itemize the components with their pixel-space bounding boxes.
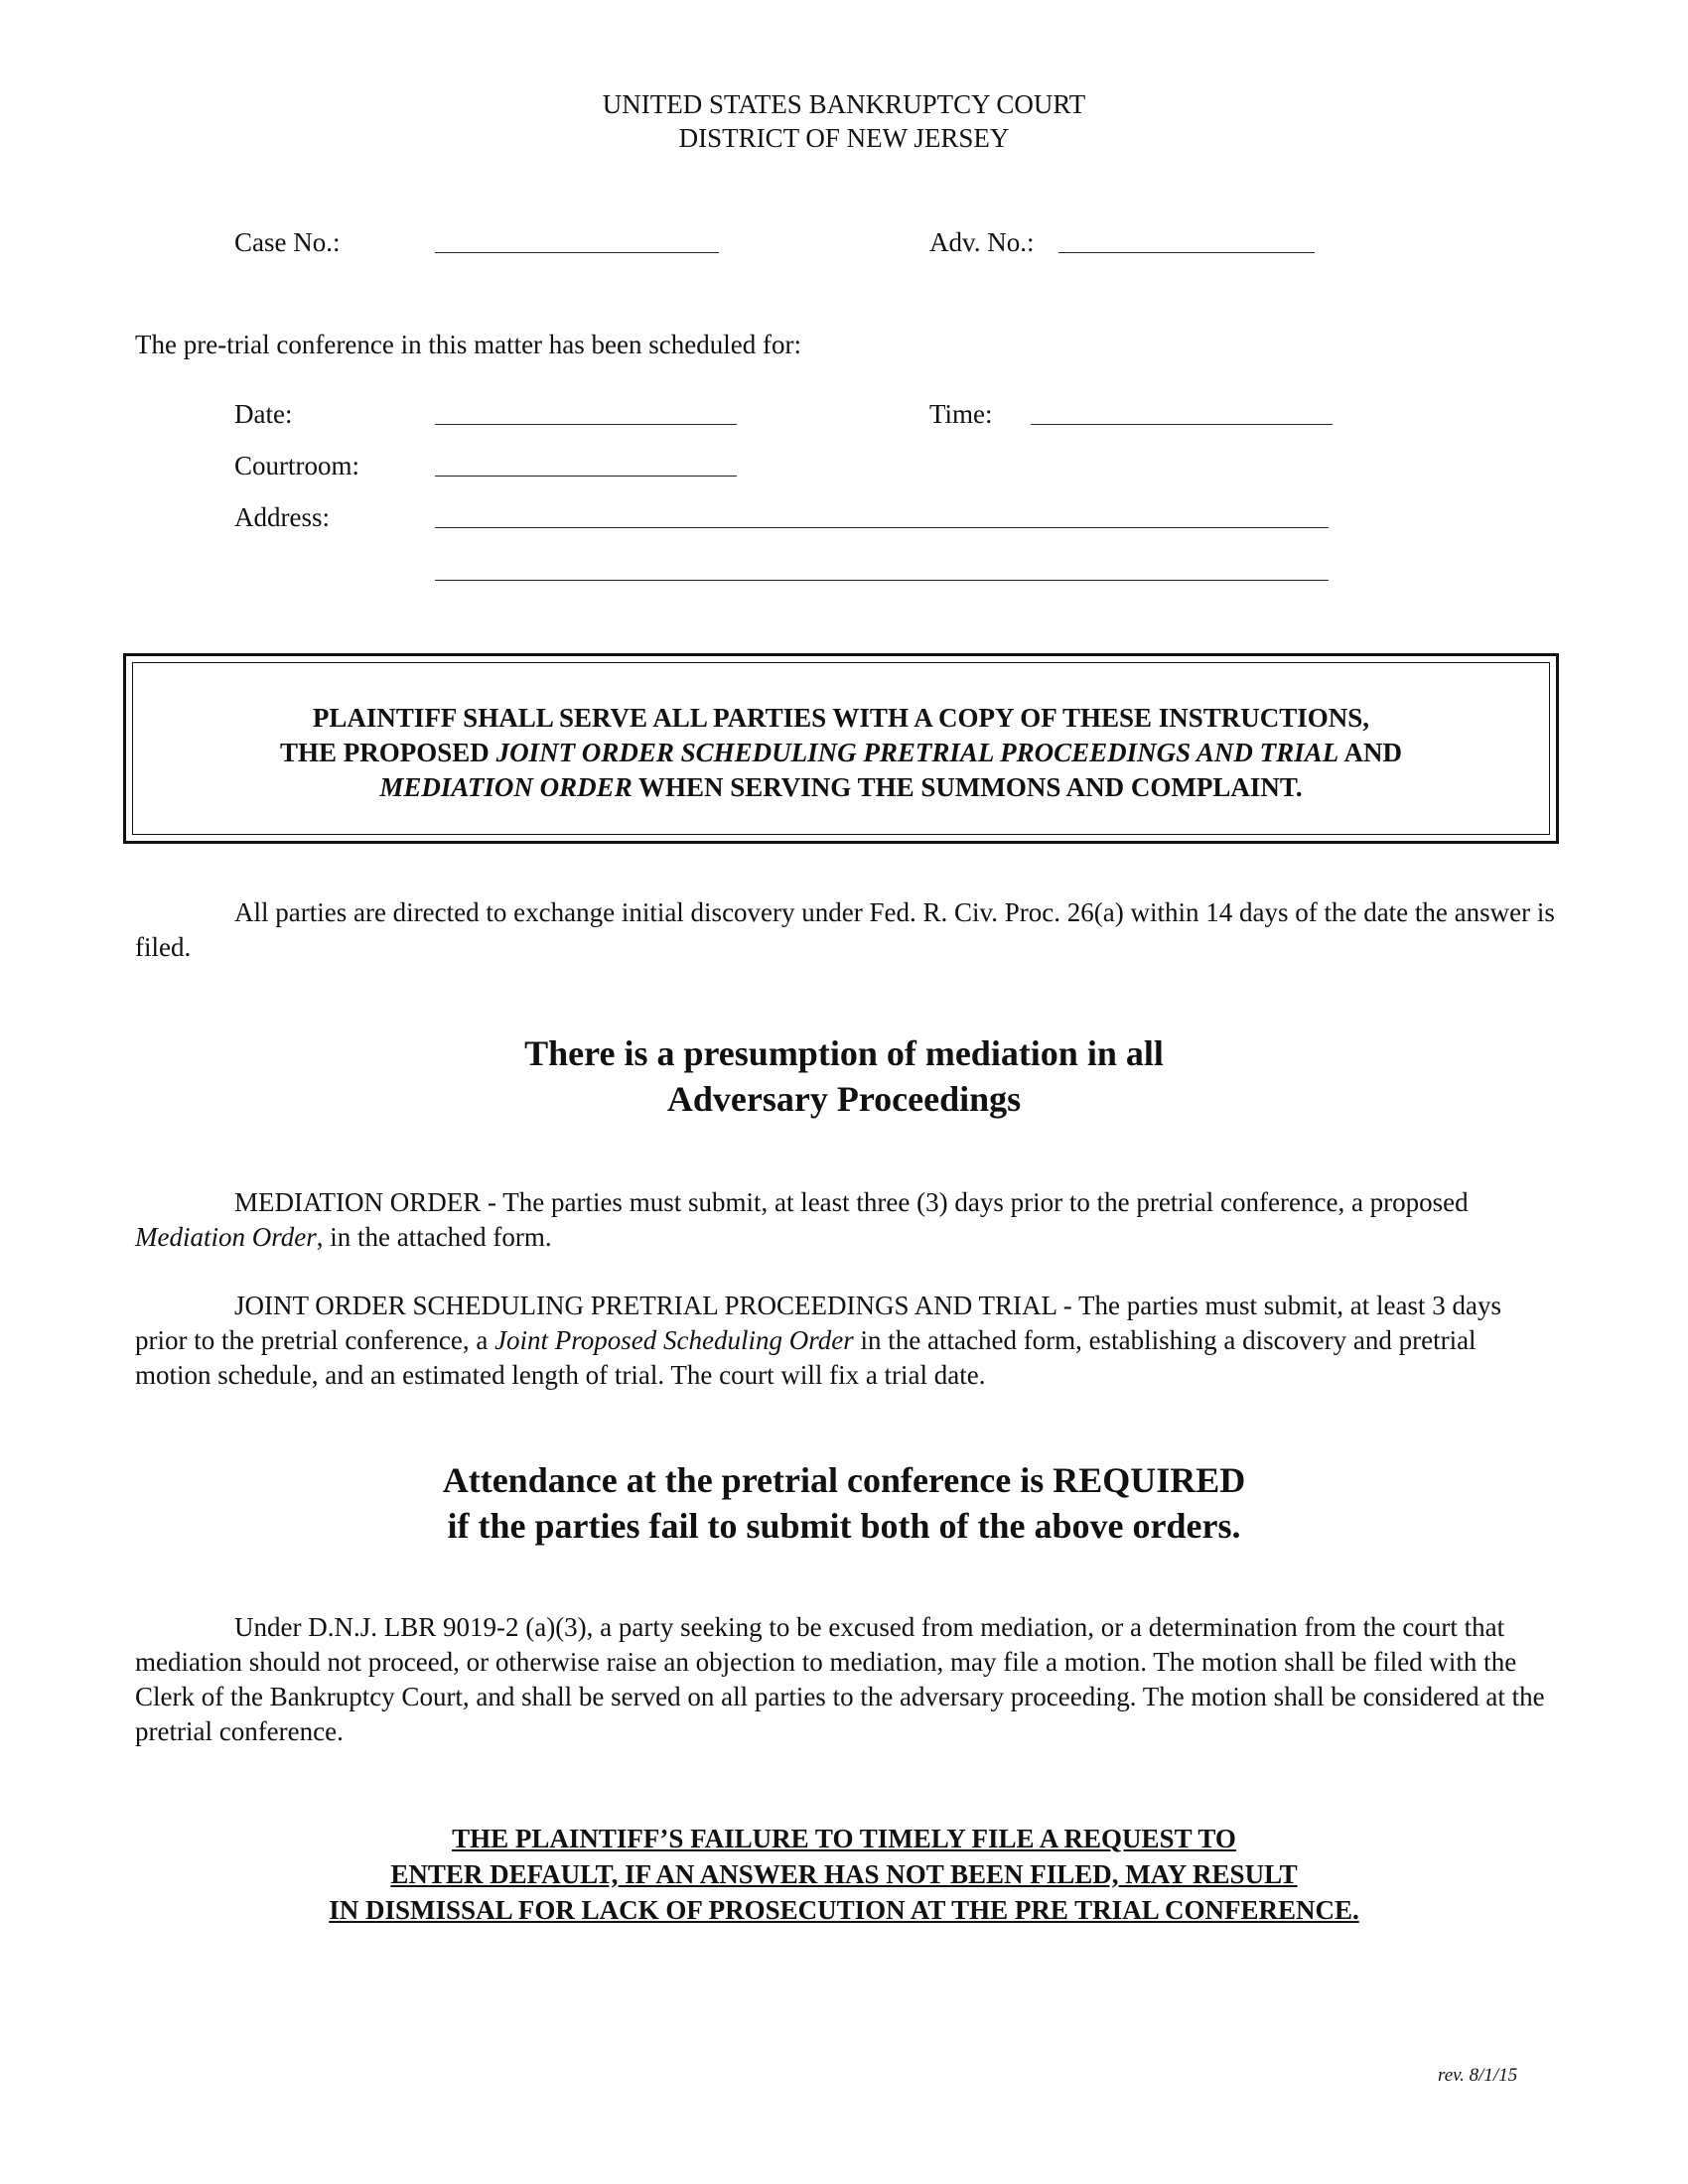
mediation-order-paragraph <box>135 1185 1555 1255</box>
time-field[interactable] <box>1031 424 1333 425</box>
warning-line-3: IN DISMISSAL FOR LACK OF PROSECUTION AT THE PRE TRIAL CONFERENCE. <box>329 1895 1359 1925</box>
joint-order-heading: JOINT ORDER SCHEDULING PRETRIAL PROCEEDINGS AND TRIAL <box>234 1291 1057 1320</box>
date-field[interactable] <box>435 424 737 425</box>
mediation-order-text-1: The parties must submit, at least three (3) days prior to the pretrial conference, a proposed <box>495 1187 1469 1217</box>
courtroom-field[interactable] <box>435 476 737 477</box>
presumption-line-2: Adversary Proceedings <box>666 1079 1022 1119</box>
joint-order-text-2: in the attached form, establishing a discovery and pretrial motion schedule, and an estimated length of trial. The court will fix a trial date. <box>135 1325 1477 1390</box>
presumption-heading <box>0 1030 1688 1122</box>
revision-date: rev. 8/1/15 <box>1438 2065 1518 2086</box>
default-warning <box>0 1821 1688 1928</box>
notice-line-2-start: THE PROPOSED <box>280 738 496 767</box>
notice-joint-order-title: JOINT ORDER SCHEDULING PRETRIAL PROCEEDINGS AND TRIAL <box>495 738 1339 767</box>
joint-order-italic: Joint Proposed Scheduling Order <box>494 1325 854 1355</box>
case-no-label: Case No.: <box>234 227 341 257</box>
service-notice-box <box>123 653 1559 844</box>
lbr-paragraph <box>135 1610 1555 1749</box>
address-field-line-2[interactable] <box>435 580 1329 581</box>
adv-no-field[interactable] <box>1058 252 1315 253</box>
notice-line-2-end: AND <box>1338 738 1402 767</box>
discovery-paragraph <box>135 895 1555 965</box>
address-field-line-1[interactable] <box>435 527 1329 528</box>
courtroom-label: Courtroom: <box>234 451 359 480</box>
notice-line-3-end: WHEN SERVING THE SUMMONS AND COMPLAINT. <box>632 772 1303 802</box>
court-name: UNITED STATES BANKRUPTCY COURT <box>602 89 1086 119</box>
notice-mediation-order-title: MEDIATION ORDER <box>379 772 633 802</box>
lbr-text: Under D.N.J. LBR 9019-2 (a)(3), a party seeking to be excused from mediation, or a determination from the court that mediation should not proceed, or otherwise raise an objection to mediation, may file a motion. The motion shall be filed with the Clerk of the Bankruptcy Court, and shall be served on all parties to the adversary proceeding. The motion shall be considered at the pretrial conference. <box>135 1612 1545 1746</box>
attendance-line-1: Attendance at the pretrial conference is REQUIRED <box>442 1460 1246 1500</box>
court-header <box>0 87 1688 155</box>
court-district: DISTRICT OF NEW JERSEY <box>678 123 1010 153</box>
warning-line-2: ENTER DEFAULT, IF AN ANSWER HAS NOT BEEN FILED, MAY RESULT <box>390 1859 1298 1889</box>
attendance-line-2: if the parties fail to submit both of the above orders. <box>447 1506 1241 1546</box>
presumption-line-1: There is a presumption of mediation in all <box>524 1033 1164 1073</box>
time-label: Time: <box>929 399 993 429</box>
mediation-order-heading: MEDIATION ORDER - <box>234 1187 496 1217</box>
date-label: Date: <box>234 399 293 429</box>
case-no-field[interactable] <box>435 252 719 253</box>
attendance-heading <box>0 1457 1688 1549</box>
adv-no-label: Adv. No.: <box>929 227 1035 257</box>
service-notice-text <box>126 701 1556 805</box>
warning-line-1: THE PLAINTIFF’S FAILURE TO TIMELY FILE A REQUEST TO <box>452 1824 1236 1853</box>
joint-order-text-1: - The parties must submit, at least 3 days prior to the pretrial conference, a <box>135 1291 1501 1355</box>
notice-line-1: PLAINTIFF SHALL SERVE ALL PARTIES WITH A COPY OF THESE INSTRUCTIONS, <box>312 703 1370 733</box>
scheduled-intro: The pre-trial conference in this matter has been scheduled for: <box>135 330 801 359</box>
joint-order-paragraph <box>135 1289 1555 1393</box>
notice-line-2 <box>126 736 1556 770</box>
mediation-order-italic: Mediation Order <box>135 1222 317 1252</box>
notice-line-3 <box>126 770 1556 805</box>
address-label: Address: <box>234 502 330 532</box>
mediation-order-text-2: , in the attached form. <box>316 1222 552 1252</box>
discovery-text: All parties are directed to exchange initial discovery under Fed. R. Civ. Proc. 26(a) within 14 days of the date the answer is filed. <box>135 897 1555 962</box>
